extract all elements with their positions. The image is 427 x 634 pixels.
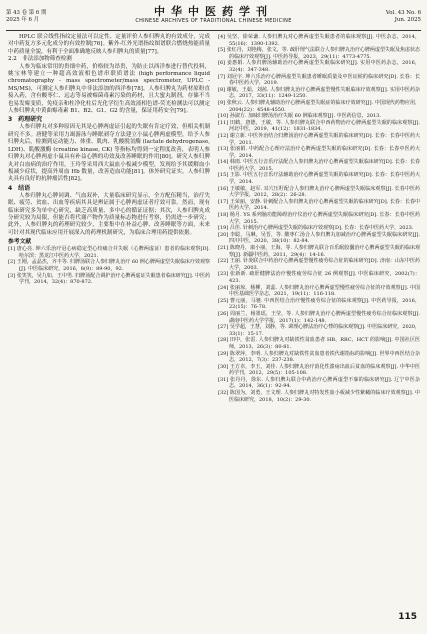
reference-item: [1] 唐心亮. 坤六乐治疗冠心病稳定型心绞痛合并失眠（心脾两虚证）患者的临床观察[D]. 哈尔滨：黑龙江中医药大学，2021. [8,246,210,259]
journal-title-block [96,6,331,25]
section-4-body: 人参归脾丸心脾同调、气血双补，大量临床研究显示，全方配伍精当，治疗失眠、疲劳、贫血、出血等疾病其具是辨证属于心脾两虚证者疗效可靠。然而，现有临床研究多为单中心研究，缺乏高质量、多中心的循证证据；其次，人参归脾丸成分研究较为局限，但能否将代谢产物作为质量标志物进行考察，仍需进一步研究；此外，人参归脾丸的药理研究较少，主要集中在补益心脾、改善睡眠等方面，未来可针对其现代临床应用开展深入的药理机制研究，为临床合理用药提供依据。 [8,192,210,236]
reference-item: [32] 陈国为，刘勇，王文理. 人参归脾丸对特发性血小板减少性紫癜的临床疗效观察[J]. 中医临床研究，2018，10(2)：29-30. [218,390,420,403]
issue-info: 第 43 卷 第 6 期 2025 年 6 月 [6,10,47,23]
reference-item: [7] 刘冠宇. 坤六乐治疗心脾两虚型失眠患者睡眠质量及中医证候的临床研究[D]. 长春：长春中医药大学，2019. [218,73,420,87]
references-heading: 参考文献 [8,239,32,246]
intro-paragraph: HPLC 联合线性指纹定量法可以定性、定量评价人参归脾丸的有效成分，完成对中药复方多元化成分的有效控制[76]。紫外-红外光谱指纹图谱联合燃烧热能质量中药质量全貌，有利于全面准确地反映人参归脾丸的质量[77]。 [8,34,210,55]
reference-item: [3] 张笑笑，吴九如，王中男. 归脾汤配合调护治疗心脾两虚证失眠患者临床研究[J]. 中医药学刊，2014，32(4)：870-872. [8,272,210,286]
reference-item: [6] 姜惠娟. 人参归脾汤辅助治疗心脾两虚型失眠临床研究[J]. 实用中医药杂志，2016，32(4)：347-348. [218,60,420,73]
reference-item: [18] 杨月. YS 系列脑功能障碍治疗仪治疗心脾两虚型失眠临床研究[D]. 长春：长春中医药大学，2015. [218,212,420,225]
reference-item: [9] 张秋云. 人参归脾丸辅助治疗心脾两虚型失眠症的临床疗效研究[J]. 中国现代药物应用，2004(22)：4548-4550. [218,99,420,113]
reference-item: [10] 孙淑方. 加味归脾汤治疗失眠 60 例临床观察[J]. 中医药信息，2013. [218,113,381,120]
reference-item: [17] 王荣丽，安静. 针刺配合人参归脾丸治疗心脾两虚型失眠的临床研究[D]. 长春：长春中医药大学，2014. [218,198,420,212]
reference-item: [29] 陈翠萍，李明. 人参归脾丸对缺铁性贫血患者铁代谢指标的影响[J]. 世界中西医结合杂志，2012，7(3)：237-238. [218,350,420,364]
reference-item: [11] 田鹤，唐德，王敏，等. 人参归脾丸联合中西药物治疗心脾两虚型失眠的临床观察[J]. 河北中医，2019，41(12)：1831-1834. [218,119,420,133]
reference-item: [23] 张新新. 疏肝健脾法治疗慢性疲劳综合征 26 例观察[J]. 中医临床研究，2002(7)：423. [218,271,420,284]
page-number: 115 [398,612,417,622]
section-2-2-heading: 2.2 非法添加物筛查检测 [8,56,72,63]
reference-list-right [218,34,420,403]
section-2-2-body: 人参为临床常用的贵细中药，价格较为昂贵，为防止以西洋参进行替代投料，姚宝林等建立一种超高效液相色谱串联质谱法 (high performance liquid chromatography - mass spectrometer/mass spectrometer, UPLC - MS/MS)，可测定人参归脾丸中非法添加的西洋参[78]。人参归脾丸为药材原粉直接入药，含有酸枣仁、远志等易被霉菌毒素污染的药材，且大蜜丸制剂，存储不当也易发霉变质，免疫亲和柱净化柱后光化学衍生高效液相色谱-荧光检测法可以测定人参归脾丸中黄曲霉毒素 B1、B2、G1、G2 的含量，保证用药安全[79]。 [8,63,210,115]
volume-info: Vol. 43 No. 6 Jun. 2025 [385,10,421,23]
section-4-heading: 4 结语 [8,184,31,192]
left-column [8,34,210,286]
reference-item: [22] 王丽. 针灸联合中药治疗心脾两虚型慢性疲劳综合征的临床研究[D]. 济南：山东中医药大学，2003. [218,258,420,271]
reference-item: [20] 李聪，马琳，吴晋，等. 酸枣仁汤合人参归脾丸加减治疗心脾两虚型失眠临床研究[J]. 四川中医，2020，38(10)：82-84. [218,231,420,245]
reference-item: [12] 谢立新. 中医外治结合归脾汤治疗心脾两虚型失眠的临床研究[D]. 长春：长春中医药大学，2011. [218,132,420,146]
journal-title-en: CHINESE ARCHIVES OF TRADITIONAL CHINESE MEDICINE [135,18,292,24]
reference-item: [2] 王刚，孟晶杰，齐丰等. 归脾汤联合人参归脾丸治疗 60 例心脾两虚型失眠临床疗效观察[J]. 中医临床研究，2016，8(9)：89-90，92. [8,259,210,272]
reference-item: [13] 张丽娟. 中药配合心理疗法治疗心脾两虚型失眠的临床研究[D]. 长春：长春中医药大学，2014. [218,146,420,159]
reference-item: [30] 王方卓，李玉，刘佳. 人参归脾丸治疗消化性溃疡出血后贫血的临床观察[J]. 中华中医药学刊，2012，29(5)：105-108. [218,363,420,377]
reference-item: [14] 韩雨. 中医五行音乐疗法配合人参归脾丸治疗心脾两虚型失眠临床研究[D]. 长春：长春中医药大学，2015. [218,159,420,172]
reference-item: [15] 王影. 中医五行音乐疗法辅助治疗心脾两虚型失眠的临床研究[D]. 长春：长春中医药大学，2014. [218,172,420,186]
reference-item: [5] 张红丹，刘艳梅，张文，等. 疏肝理气法联合人参归脾丸治疗心脾两虚型失眠及焦虑状态的临床疗效观察[J]. 中医药导报，2023，29(11)：4773-4775. [218,47,420,60]
reference-item: [27] 吴学超，王慧，刘静，等. 调理心脾法治疗心悸的临床观察[J]. 中医临床研究，2020，33(1)：15-17. [218,324,420,337]
section-3-heading: 3 药理研究 [8,116,43,124]
running-header [6,4,421,31]
reference-item: [8] 谢敏，王茹，刘茜. 人参归脾丸治疗心脾两虚型慢性失眠临床疗效观察[J]. 实用中医药杂志，2017，33(11)：1249-1250. [218,86,420,100]
reference-item: [16] 王敏敏，赵军. 耳穴压籽配合人参归脾丸治疗心脾两虚型失眠临床观察[J]. 长春中医药大学学报，2012，28(2)：26-28. [218,185,420,199]
journal-title-cn: 中华中医药学刊 [154,5,273,18]
reference-item: [4] 吴坚，徐荣谦. 人参归脾丸对心脾两虚型失眠患者的临床观察[J]. 中医杂志，2014，55(16)：1390-1392. [218,34,420,47]
right-column [218,34,420,403]
reference-item: [31] 张丹丹，徐东. 人参归脾丸联合中药治疗心脾两虚型不寐的临床研究[J]. 辽宁中医杂志，2014，36(1)：92-94. [218,376,420,390]
reference-item: [21] 陈晓丹，康小丽，王海，等. 人参归脾丸联合百乐眠胶囊治疗心脾两虚型失眠的临床观察[J]. 新疆中医药，2011，29(4)：14-16. [218,245,420,258]
reference-item: [26] 周丽兰，杨墨瑶，王莹，等. 人参归脾丸治疗心脾两虚型慢性疲劳综合征临床观察[J]. 湖南中医药大学学报，2017(1)：142-148. [218,310,420,324]
reference-item: [25] 曹元丽，马驰. 中西医结合治疗慢性疲劳综合征的临床观察[J]. 中医药导报，2016，22(15)：76-78. [218,297,420,311]
reference-item: [19] 吕佳. 针刺治疗心脾两虚型失眠的临床疗效观察[D]. 长春：长春中医药大学，2023. [218,225,414,232]
reference-item: [28] 田中，张雷. 人参归脾丸对缺铁性贫血患者 HB、RBC、HCT 的影响[J]. 中国社区医师，2013，26(3)：80-81. [218,337,420,350]
reference-item: [24] 张丽琼，杨柳，刘蕊. 人参归脾丸治疗心脾两虚型慢性疲劳综合征的疗效观察[J]. 中国中医基础医学杂志，2021，19(11)：116-118. [218,284,420,298]
section-3-body: 人参归脾丸对多种原因无其是心脾两虚证引起的失眠有肯定疗效，但相关机制研究不多。唐健等采用力竭游泳与睡眠剥夺方法建立小鼠心脾两虚模型，给予人参归脾丸后，检测到运动能力、体重、肌肉、乳酸脱氢酶 (lactate dehydrogenase, LDH)、肌酸激酶 (creatine kinase, CK) 等指标均得到一定程度改善，表明人参归脾丸对心脾两虚小鼠具有补益心脾的功效及改善睡眠的作用[80]。研究人参归脾丸对白血病的治疗作用，王玲等采用西大鼠血小板减少模型，发现给予其缓解血小板减少症状，提高外周血 Hb 数量，改善造血功能[81]。体外研究证实，人参归脾丸具有良好的抗肿瘤活性[82]。 [8,124,210,183]
reference-list-left [8,246,210,286]
